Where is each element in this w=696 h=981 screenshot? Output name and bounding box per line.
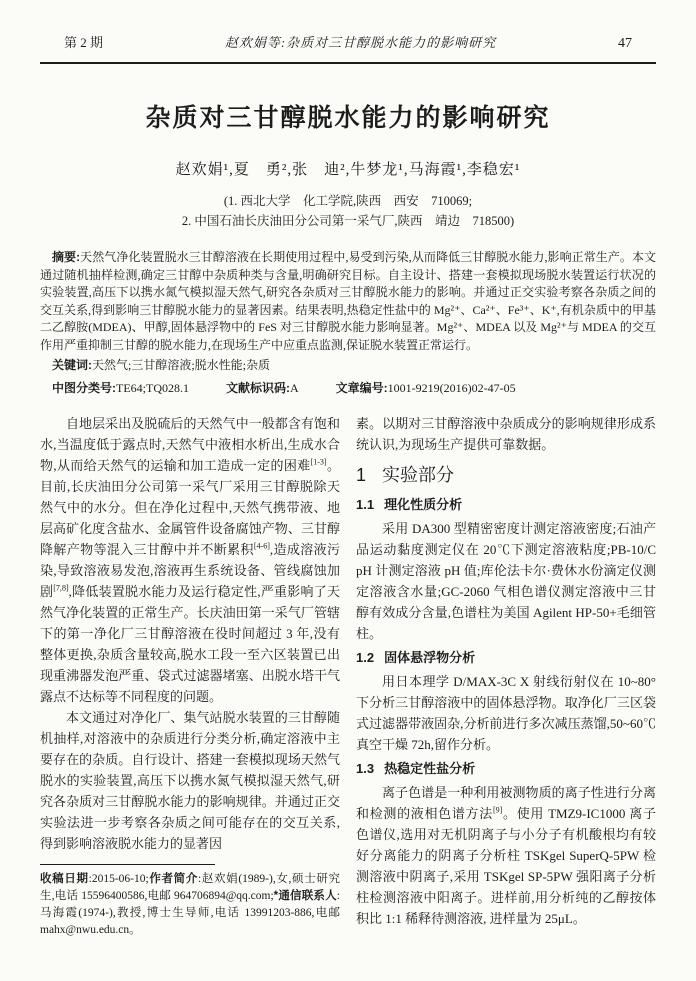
body-columns	[40, 413, 656, 939]
keywords-line	[40, 357, 656, 375]
clc-value: TE64;TQ028.1	[116, 380, 189, 395]
intro-paragraph-1: 自地层采出及脱硫后的天然气中一般都含有饱和水,当温度低于露点时,天然气中液相水析出,生成水合物,从而给天然气的运输和加工造成一定的困难[1-3]。目前,长庆油田分公司第一采气厂采用三甘醇脱除天然气中的水分。但在净化过程中,天然气携带液、地层高矿化度含盐水、金属管件设备腐蚀产物、三甘醇降解产物等混入三甘醇中并不断累积[4-6],造成溶液污染,导致溶液易发泡,溶液再生系统设备、管线腐蚀加剧[7,8],降低装置脱水能力及运行稳定性,严重影响了天然气净化装置的正常生产。长庆油田第一采气厂管辖下的第一净化厂三甘醇溶液在役时间超过 3 年,没有整体更换,杂质含量较高,脱水工段一至六区装置已出现重沸器发泡严重、袋式过滤器堵塞、出脱水塔干气露点不达标等不同程度的问题。	[40, 416, 340, 704]
subsection-1-3-heading	[356, 758, 656, 779]
continuation-paragraph: 素。以期对三甘醇溶液中杂质成分的影响规律形成系统认识,为现场生产提供可靠数据。	[356, 416, 656, 452]
affiliations-block	[40, 191, 656, 231]
subsection-1-2-number: 1.2	[356, 650, 375, 665]
header-page-number: 47	[617, 36, 632, 51]
section-1-number: 1	[356, 465, 367, 485]
subsection-1-2-paragraph: 用日本理学 D/MAX-3C X 射线衍射仪在 10~80°下分析三甘醇溶液中的固体悬浮物。取净化厂三区袋式过滤器带液固杂,分析前进行多次减压蒸馏,50~60℃真空干燥 72h,留作分析。	[356, 674, 656, 752]
abstract-label: 摘要:	[52, 250, 81, 264]
left-column	[40, 413, 340, 939]
subsection-1-2-heading	[356, 647, 656, 668]
doc-code-value: A	[290, 380, 299, 395]
clc-label: 中图分类号:	[52, 380, 116, 395]
journal-header	[40, 28, 656, 64]
header-issue: 第 2 期	[64, 35, 104, 50]
affiliation-line-2: 2. 中国石油长庆油田分公司第一采气厂,陕西 靖边 718500)	[181, 214, 515, 228]
doc-code-group	[226, 381, 299, 395]
header-running-title: 赵欢娟等:杂质对三甘醇脱水能力的影响研究	[224, 35, 497, 50]
article-id-value: 1001-9219(2016)02-47-05	[387, 380, 516, 395]
subsection-1-1-heading	[356, 494, 656, 515]
authors-line: 赵欢娟¹,夏 勇²,张 迪²,牛梦龙¹,马海霞¹,李稳宏¹	[175, 162, 521, 178]
meta-line	[40, 380, 656, 398]
paper-title: 杂质对三甘醇脱水能力的影响研究	[145, 104, 551, 132]
article-id-group	[336, 381, 516, 395]
subsection-1-1-number: 1.1	[356, 497, 375, 512]
subsection-1-3-number: 1.3	[356, 761, 375, 776]
affiliation-line-1: (1. 西北大学 化工学院,陕西 西安 710069;	[223, 194, 473, 208]
clc-group	[52, 381, 189, 395]
subsection-1-2-title: 固体悬浮物分析	[384, 650, 476, 665]
keywords-label: 关键词:	[52, 358, 92, 372]
subsection-1-1-title: 理化性质分析	[384, 497, 463, 512]
abstract-block	[40, 249, 656, 354]
abstract-text: 天然气净化装置脱水三甘醇溶液在长期使用过程中,易受到污染,从而降低三甘醇脱水能力,影响正常生产。本文通过随机抽样检测,确定三甘醇中杂质种类与含量,明确研究目标。自主设计、搭建一套模拟现场脱水装置运行状况的实验装置,高压下以携水氮气模拟湿天然气,研究各杂质对三甘醇脱水能力的影响。并通过正交实验考察各杂质之间的交互关系,得到影响三甘醇脱水能力的显著因素。结果表明,热稳定性盐中的 Mg²⁺、Ca²⁺、Fe³⁺、K⁺,有机杂质中的甲基二乙醇胺(MDEA)、甲醇,固体悬浮物中的 FeS 对三甘醇脱水能力影响显著。Mg²⁺、MDEA 以及 Mg²⁺与 MDEA 的交互作用严重抑制三甘醇的脱水能力,在现场生产中应重点监测,保证脱水装置正常运行。	[40, 250, 656, 352]
subsection-1-3-title: 热稳定性盐分析	[384, 761, 476, 776]
section-1-title: 实验部分	[382, 465, 455, 485]
doc-code-label: 文献标识码:	[226, 380, 290, 395]
subsection-1-1-paragraph: 采用 DA300 型精密密度计测定溶液密度;石油产品运动黏度测定仪在 20℃下测定溶液粘度;PB-10/C pH 计测定溶液 pH 值;库伦法卡尔·费休水份滴定仪测定溶液含水量;GC-2060 气相色谱仪测定溶液中三甘醇有效成分含量,色谱柱为美国 Agilent HP-50+毛细管柱。	[356, 521, 656, 641]
subsection-1-3-paragraph: 离子色谱是一种利用被测物质的离子性进行分离和检测的液相色谱方法[9]。使用 TMZ9-IC1000 离子色谱仪,选用对无机阴离子与小分子有机酸根均有较好分离能力的阴离子分析柱 TSKgel SuperQ-5PW 检测溶液中阴离子,采用 TSKgel SP-5PW 强阳离子分析柱检测溶液中阳离子。进样前,用分析纯的乙醇按体积比 1:1 稀释待测溶液, 进样量为 25μL。	[356, 785, 656, 926]
right-column	[356, 413, 656, 939]
footnote-divider	[40, 864, 215, 865]
article-id-label: 文章编号:	[335, 380, 388, 395]
section-1-heading	[356, 465, 656, 486]
footnote-text: 收稿日期:2015-06-10;作者简介:赵欢娟(1989-),女,硕士研究生,电话 15596400586,电邮 964706894@qq.com;*通信联系人:马海霞(1974-),教授,博士生导师,电话 13991203-886,电邮 mahx@nwu.edu.cn。	[40, 873, 341, 936]
intro-paragraph-2: 本文通过对净化厂、集气站脱水装置的三甘醇随机抽样,对溶液中的杂质进行分类分析,确定溶液中主要存在的杂质。自行设计、搭建一套模拟现场天然气脱水的实验装置,高压下以携水氮气模拟湿天然气,研究各杂质对三甘醇脱水能力的影响规律。并通过正交实验法进一步考察各杂质之间可能存在的交互关系,得到影响溶液脱水能力的显著因	[40, 710, 340, 851]
keywords-text: 天然气;三甘醇溶液;脱水性能;杂质	[92, 358, 271, 372]
